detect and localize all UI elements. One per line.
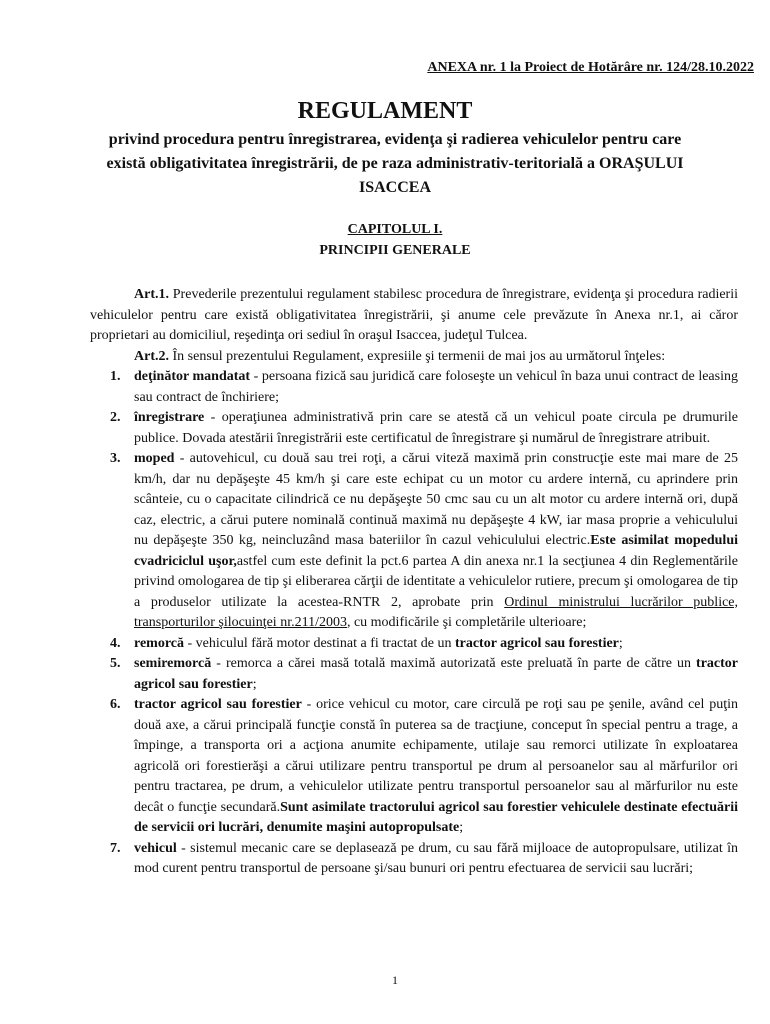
- definition-item: [90, 634, 738, 655]
- definition-text: - autovehicul, cu două sau trei roţi, a cărui viteză maximă prin construcţie este mai mare de 25 km/h, dar nu depăşeşte 45 km/h şi care este echipat cu un motor cu ardere internă, cu aprindere prin scânteie, cu o capacitate cilindrică ce nu depăşeşte 50 cmc sau cu un alt motor cu ardere internă ori, după caz, electric, a cărui putere nominală continuă maximă nu depăşeşte 4 kW, iar masa proprie a vehiculului nu depăşeşte 350 kg, neincluzând masa bateriilor în cazul vehiculului electric.: [134, 451, 738, 548]
- page-number: 1: [392, 973, 398, 987]
- order-reference-link[interactable]: Ordinul ministrului lucrărilor publice, transporturilor şilocuinţei nr.211/2003: [134, 594, 739, 630]
- definition-text-end: , cu modificările şi completările ulterioare;: [346, 615, 587, 630]
- chapter-heading: CAPITOLUL I.: [347, 222, 443, 237]
- document-body: [90, 285, 738, 880]
- definition-number: 2.: [110, 410, 121, 425]
- definition-emphasis: Este asimilat mopedului cvadriciclul uşor,: [134, 533, 738, 569]
- article-2-text: În sensul prezentului Regulament, expresiile şi termenii de mai jos au următorul înţeles:: [169, 348, 666, 364]
- definition-text: - persoana fizică sau juridică care foloseşte un vehicul în baza unui contract de leasing sau contract de închiriere;: [134, 369, 738, 405]
- definitions-list: [90, 367, 738, 880]
- definition-term: tractor agricol sau forestier: [134, 697, 302, 712]
- definition-emphasis: tractor agricol sau forestier: [134, 656, 738, 692]
- definition-text: - vehiculul fără motor destinat a fi tractat de un: [184, 635, 455, 651]
- definition-text: - operaţiunea administrativă prin care se atestă că un vehicul poate circula pe drumurile publice. Dovada atestării înregistrării este certificatul de înregistrare şi numărul de înregistrare atribuit.: [134, 410, 738, 446]
- definition-term: deţinător mandatat: [134, 369, 251, 384]
- definition-number: 1.: [110, 369, 121, 384]
- definition-text: - sistemul mecanic care se deplasează pe drum, cu sau fără mijloace de autopropulsare, utilizat în mod curent pentru transportul de persoane şi/sau bunuri ori pentru efectuarea de servicii sau lucrări;: [134, 840, 738, 876]
- definition-item: [90, 839, 738, 880]
- definition-item: [90, 654, 738, 695]
- document-subtitle: privind procedura pentru înregistrarea, evidenţa şi radierea vehiculelor pentru care există obligativitatea înregistrării, de pe raza administrativ-teritorială a ORAŞULUI ISACCEA: [106, 131, 684, 196]
- definition-emphasis: tractor agricol sau forestier: [454, 635, 619, 651]
- definition-text-continued: astfel cum este definit la pct.6 partea A din anexa nr.1 la secţiunea 4 din Reglementările privind omologarea de tip şi eliberarea cărţii de identitate a vehiculelor rutiere, precum şi omologarea de tip a produselor utilizate la acestea-RNTR 2, aprobate prin: [134, 553, 739, 610]
- definition-item: [90, 449, 738, 634]
- definition-term: semiremorcă: [134, 656, 212, 671]
- definition-number: 6.: [110, 697, 121, 712]
- definition-item: [90, 695, 738, 839]
- article-2-label: Art.2.: [134, 348, 169, 364]
- article-1-text: Prevederile prezentului regulament stabilesc procedura de înregistrare, evidenţa şi procedura radierii vehiculelor pentru care există obligativitatea înregistrării, şi anume cele prevăzute în Anexa nr.1, ai căror proprietari au domiciliul, reşedinţa ori sediul în oraşul Isaccea, judeţul Tulcea.: [90, 287, 738, 343]
- article-2: [90, 347, 738, 368]
- definition-text: - orice vehicul cu motor, care circulă pe roţi sau pe şenile, având cel puţin două axe, a cărui principală funcţie constă în puterea sa de tracţiune, conceput în special pentru a trage, a împinge, a transporta ori a acţiona anumite echipamente, utilaje sau remorci utilizate în exploatarea agricolă ori forestierăşi a cărui utilizare pentru transportul pe drum al persoanelor sau al mărfurilor ori pentru tractarea, pe drum, a vehiculelor utilizate pentru transportul persoanelor sau al mărfurilor nu este decât o funcţie secundară.: [134, 697, 738, 815]
- chapter-name: PRINCIPII GENERALE: [319, 243, 471, 258]
- article-1: [90, 285, 738, 347]
- definition-item: [90, 408, 738, 449]
- definition-emphasis: Sunt asimilate tractorului agricol sau forestier vehiculele destinate efectuării de servicii ori lucrări, denumite maşini autopropulsate: [134, 799, 739, 835]
- definition-number: 7.: [110, 840, 121, 856]
- article-1-label: Art.1.: [134, 287, 169, 302]
- definition-term: moped: [134, 451, 175, 466]
- definition-text-end: ;: [252, 676, 257, 692]
- definition-text-end: ;: [618, 635, 623, 651]
- definition-text-end: ;: [459, 820, 464, 835]
- document-title: REGULAMENT: [297, 98, 473, 124]
- definition-term: remorcă: [134, 635, 185, 651]
- definition-item: [90, 367, 738, 408]
- definition-term: înregistrare: [134, 410, 205, 425]
- definition-text: - remorca a cărei masă totală maximă autorizată este preluată în parte de către un: [211, 656, 697, 671]
- definition-number: 4.: [110, 635, 121, 651]
- definition-term: vehicul: [134, 840, 177, 856]
- annex-reference: ANEXA nr. 1 la Proiect de Hotărâre nr. 124/28.10.2022: [427, 60, 754, 75]
- definition-number: 3.: [110, 451, 121, 466]
- definition-number: 5.: [110, 656, 121, 671]
